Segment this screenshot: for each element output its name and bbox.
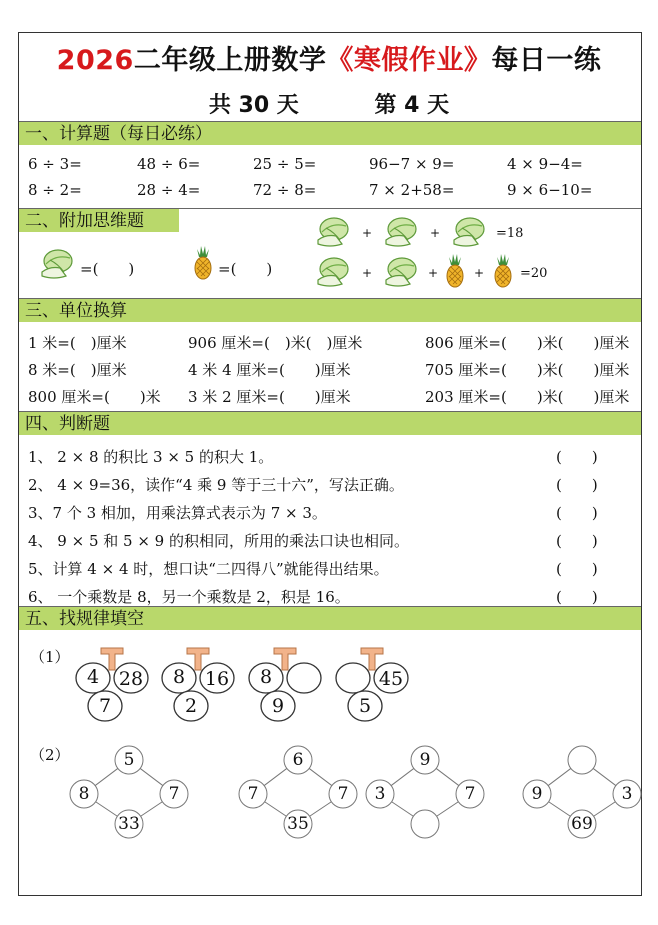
- node-left: [336, 663, 370, 693]
- pineapple-answer: =( ): [218, 260, 273, 278]
- node-right: [287, 663, 321, 693]
- diamond-1: [70, 746, 188, 838]
- calc-2-2: 28 ÷ 4=: [137, 181, 201, 199]
- judge-item-1: 1、 2 × 8 的积比 3 × 5 的积大 1。: [28, 448, 274, 466]
- judge-paren-3: ( ): [556, 504, 598, 522]
- tree-1: [76, 648, 148, 721]
- calc-1-2: 48 ÷ 6=: [137, 155, 201, 173]
- calc-1-1: 6 ÷ 3=: [28, 155, 82, 173]
- unit-3-2: 3 米 2 厘米=( )厘米: [188, 388, 351, 406]
- calc-2-3: 72 ÷ 8=: [253, 181, 317, 199]
- connector-line: [95, 768, 118, 785]
- judge-paren-5: ( ): [556, 560, 598, 578]
- tree-right-value: 28: [118, 668, 144, 690]
- tree-3: [249, 648, 321, 721]
- plus-sign: +: [428, 266, 439, 280]
- diamond-right-value: 3: [621, 784, 633, 804]
- connector-line: [548, 768, 571, 785]
- connector-line: [391, 768, 414, 785]
- diamond-top-value: 6: [292, 750, 304, 770]
- calc-1-5: 4 × 9−4=: [507, 155, 583, 173]
- tree-left-value: 8: [172, 666, 186, 688]
- connector-line: [265, 802, 287, 816]
- section-puzzle-header: 二、附加思维题: [19, 208, 179, 232]
- diamond-top-value: 5: [123, 750, 135, 770]
- diamond-3: [366, 746, 484, 838]
- calc-1-4: 96−7 × 9=: [369, 155, 455, 173]
- cabbage-answer: =( ): [80, 260, 135, 278]
- diamond-bottom-value: 69: [571, 814, 593, 834]
- title-year: 2026: [56, 45, 134, 76]
- plus-sign: +: [430, 226, 441, 240]
- connector-line: [436, 768, 459, 785]
- calc-2-1: 8 ÷ 2=: [28, 181, 82, 199]
- current-day: 第 4 天: [374, 93, 450, 118]
- diamond-left-value: 3: [374, 784, 386, 804]
- judge-item-2: 2、 4 × 9=36，读作“4 乘 9 等于三十六”，写法正确。: [28, 476, 404, 494]
- pattern-label-1: （1）: [30, 648, 70, 666]
- tree-2: [162, 648, 234, 721]
- connector-line: [140, 768, 163, 785]
- section-pattern-header: 五、找规律填空: [19, 606, 641, 630]
- pattern-trees: [0, 640, 658, 730]
- unit-3-3: 203 厘米=( )米( )厘米: [425, 388, 630, 406]
- diamond-right-value: 7: [464, 784, 476, 804]
- connector-line: [310, 802, 332, 816]
- tree-right-value: 45: [378, 668, 404, 690]
- judge-paren-2: ( ): [556, 476, 598, 494]
- diamond-left-value: 8: [78, 784, 90, 804]
- cabbage-icon: [312, 214, 354, 250]
- section-calc-header: 一、计算题（每日必练）: [19, 121, 641, 145]
- pattern-diamonds: [0, 740, 658, 844]
- tree-bottom-value: 2: [184, 695, 198, 717]
- judge-item-6: 6、 一个乘数是 8，另一个乘数是 2，积是 16。: [28, 588, 350, 606]
- diamond-bottom-value: 35: [287, 814, 309, 834]
- page-title: [0, 38, 658, 77]
- cabbage-icon: [380, 254, 422, 290]
- tree-4: [336, 648, 408, 721]
- tree-right-value: 16: [204, 668, 230, 690]
- cabbage-icon: [448, 214, 490, 250]
- cabbage-icon: [312, 254, 354, 290]
- diamond-right-value: 7: [337, 784, 349, 804]
- unit-1-3: 806 厘米=( )米( )厘米: [425, 334, 630, 352]
- tree-bottom-value: 5: [358, 695, 372, 717]
- pineapple-icon: [440, 252, 470, 290]
- title-highlight: 《寒假作业》: [326, 45, 492, 76]
- calc-2-5: 9 × 6−10=: [507, 181, 593, 199]
- node-bottom: [411, 810, 439, 838]
- calc-1-3: 25 ÷ 5=: [253, 155, 317, 173]
- judge-paren-6: ( ): [556, 588, 598, 606]
- eq1-result: =18: [496, 226, 524, 241]
- diamond-2: [239, 746, 357, 838]
- tree-left-value: 8: [259, 666, 273, 688]
- connector-line: [96, 802, 118, 816]
- total-days: 共 30 天: [208, 93, 299, 118]
- eq2-result: =20: [520, 266, 548, 281]
- tree-left-value: 4: [86, 666, 100, 688]
- diamond-left-value: 7: [247, 784, 259, 804]
- connector-line: [141, 802, 163, 816]
- calc-2-4: 7 × 2+58=: [369, 181, 455, 199]
- connector-line: [392, 802, 414, 816]
- diamond-top-value: 9: [419, 750, 431, 770]
- cabbage-icon: [380, 214, 422, 250]
- tree-bottom-value: 9: [271, 695, 285, 717]
- tree-bottom-value: 7: [98, 695, 112, 717]
- title-part1: 二年级上册数学: [133, 45, 327, 76]
- node-top: [568, 746, 596, 774]
- judge-paren-4: ( ): [556, 532, 598, 550]
- connector-line: [437, 802, 459, 816]
- connector-line: [594, 802, 616, 816]
- connector-line: [309, 768, 332, 785]
- plus-sign: +: [362, 226, 373, 240]
- unit-1-1: 1 米=( )厘米: [28, 334, 127, 352]
- diamond-left-value: 9: [531, 784, 543, 804]
- judge-paren-1: ( ): [556, 448, 598, 466]
- judge-item-4: 4、 9 × 5 和 5 × 9 的积相同，所用的乘法口诀也相同。: [28, 532, 410, 550]
- title-part2: 每日一练: [491, 45, 602, 76]
- plus-sign: +: [362, 266, 373, 280]
- page-subtitle: [0, 88, 658, 119]
- unit-2-3: 705 厘米=( )米( )厘米: [425, 361, 630, 379]
- section-units-header: 三、单位换算: [19, 298, 641, 322]
- unit-3-1: 800 厘米=( )米: [28, 388, 161, 406]
- pineapple-icon: [188, 244, 218, 282]
- unit-2-2: 4 米 4 厘米=( )厘米: [188, 361, 351, 379]
- plus-sign: +: [474, 266, 485, 280]
- pattern-label-2: （2）: [30, 746, 70, 764]
- diamond-bottom-value: 33: [118, 814, 140, 834]
- diamond-right-value: 7: [168, 784, 180, 804]
- divider: [19, 208, 641, 209]
- diamond-4: [523, 746, 641, 838]
- connector-line: [549, 802, 571, 816]
- connector-line: [264, 768, 287, 785]
- section-judge-header: 四、判断题: [19, 411, 641, 435]
- connector-line: [593, 768, 616, 785]
- unit-2-1: 8 米=( )厘米: [28, 361, 127, 379]
- judge-item-3: 3、7 个 3 相加，用乘法算式表示为 7 × 3。: [28, 504, 327, 522]
- judge-item-5: 5、计算 4 × 4 时，想口诀“二四得八”就能得出结果。: [28, 560, 389, 578]
- pineapple-icon: [488, 252, 518, 290]
- unit-1-2: 906 厘米=( )米( )厘米: [188, 334, 363, 352]
- cabbage-icon: [36, 246, 78, 282]
